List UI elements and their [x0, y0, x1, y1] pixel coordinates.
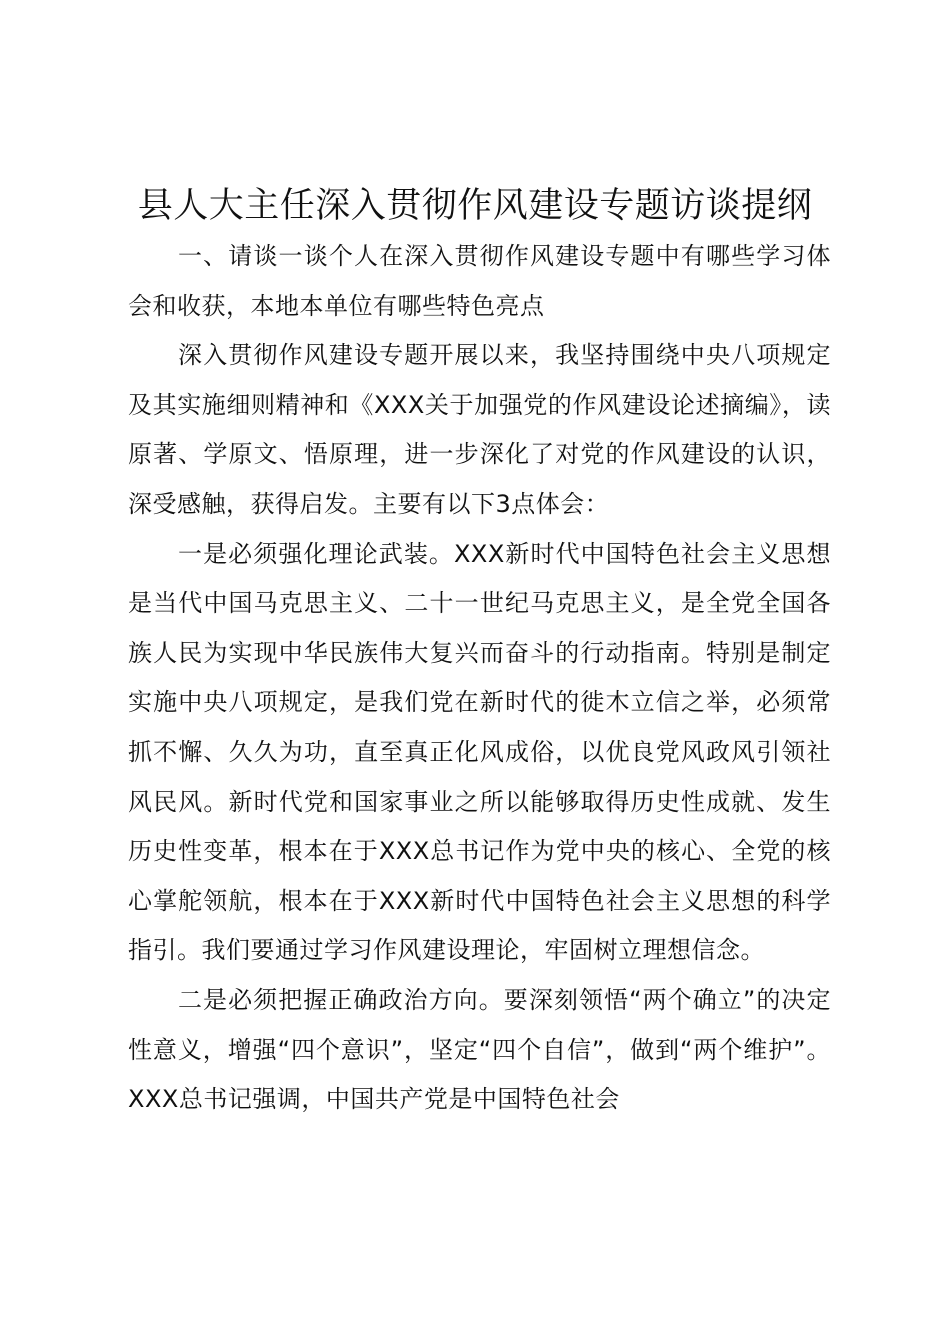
paragraph-question-1: 一、请谈一谈个人在深入贯彻作风建设专题中有哪些学习体会和收获，本地本单位有哪些特色亮点	[128, 242, 831, 320]
paragraph-intro: 深入贯彻作风建设专题开展以来，我坚持围绕中央八项规定及其实施细则精神和《XXX关于加强党的作风建设论述摘编》，读原著、学原文、悟原理，进一步深化了对党的作风建设的认识，深受感触，获得启发。主要有以下3点体会：	[128, 341, 831, 518]
document-body	[128, 232, 831, 1125]
paragraph-point-1: 一是必须强化理论武装。XXX新时代中国特色社会主义思想是当代中国马克思主义、二十一世纪马克思主义，是全党全国各族人民为实现中华民族伟大复兴而奋斗的行动指南。特别是制定实施中央八项规定，是我们党在新时代的徙木立信之举，必须常抓不懈、久久为功，直至真正化风成俗，以优良党风政风引领社风民风。新时代党和国家事业之所以能够取得历史性成就、发生历史性变革，根本在于XXX总书记作为党中央的核心、全党的核心掌舵领航，根本在于XXX新时代中国特色社会主义思想的科学指引。我们要通过学习作风建设理论，牢固树立理想信念。	[128, 539, 831, 965]
document-title: 县人大主任深入贯彻作风建设专题访谈提纲	[137, 186, 813, 226]
paragraph-point-2: 二是必须把握正确政治方向。要深刻领悟“两个确立”的决定性意义，增强“四个意识”，坚定“四个自信”，做到“两个维护”。XXX总书记强调，中国共产党是中国特色社会	[128, 985, 831, 1114]
